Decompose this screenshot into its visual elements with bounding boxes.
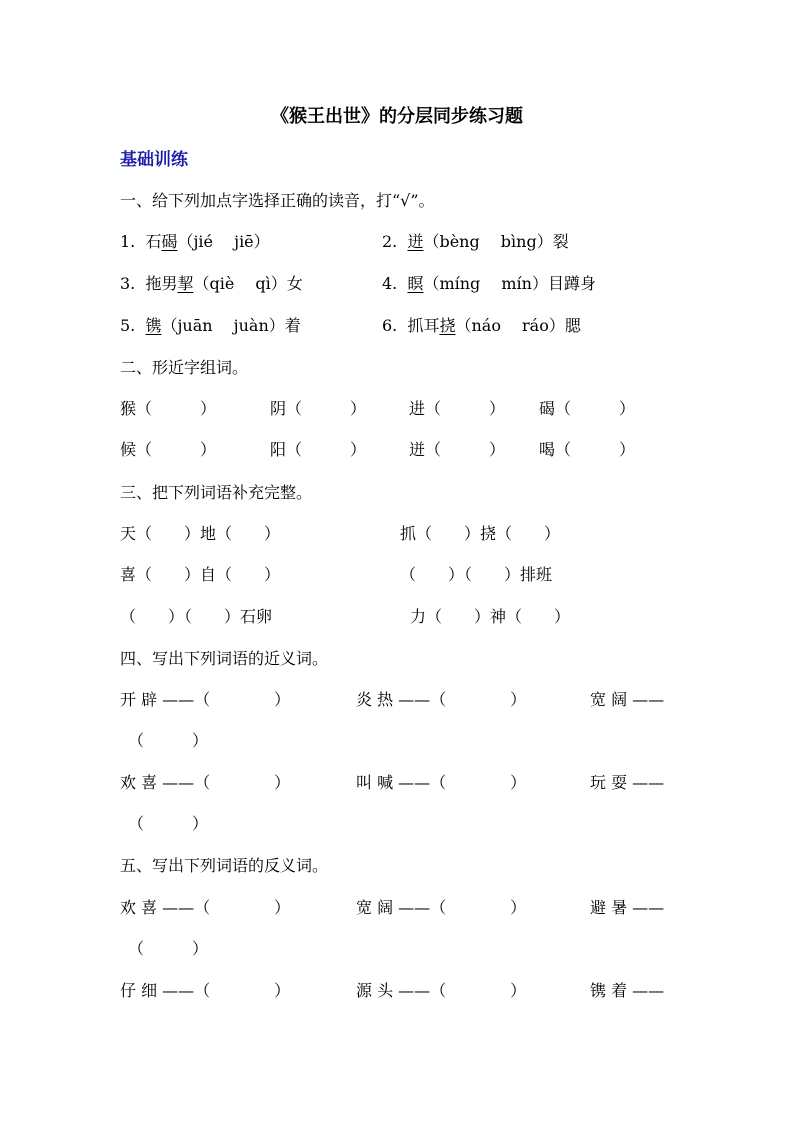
item-prefix: 抓耳 bbox=[407, 316, 440, 335]
q1-item-2 bbox=[382, 232, 569, 252]
item-number: 3. bbox=[120, 274, 136, 293]
q3-fill-phrase: 天（ ）地（ ） bbox=[120, 524, 281, 543]
q3-fill-phrase: （ ）（ ）排班 bbox=[400, 565, 553, 584]
q2-answer-slot: 阴（ ） bbox=[270, 399, 367, 418]
q2-answer-slot: 候（ ） bbox=[120, 440, 217, 459]
item-options: （jié jiē） bbox=[177, 232, 270, 251]
item-target-char: 镌 bbox=[145, 316, 162, 335]
q5-heading: 五、写出下列词语的反义词。 bbox=[120, 856, 329, 875]
q5-antonym-slot: 避 暑 —— bbox=[590, 898, 665, 917]
q1-item-5 bbox=[120, 316, 301, 336]
q1-item-6 bbox=[382, 316, 581, 336]
q4-synonym-slot: 开 辟 ——（ ） bbox=[120, 690, 291, 709]
q5-antonym-slot: 源 头 ——（ ） bbox=[356, 981, 527, 1000]
q1-heading: 一、给下列加点字选择正确的读音，打“√”。 bbox=[120, 191, 435, 210]
q2-answer-slot: 喝（ ） bbox=[539, 440, 636, 459]
q5-antonym-slot: 仔 细 ——（ ） bbox=[120, 981, 291, 1000]
q4-heading: 四、写出下列词语的近义词。 bbox=[120, 649, 329, 668]
q3-fill-phrase: （ ）（ ）石卵 bbox=[120, 607, 273, 626]
item-options: （qiè qì）女 bbox=[193, 274, 303, 293]
q4-synonym-slot: 叫 喊 ——（ ） bbox=[356, 773, 527, 792]
q1-item-4 bbox=[382, 274, 596, 294]
q2-answer-slot: 碣（ ） bbox=[539, 399, 636, 418]
q2-answer-slot: 阳（ ） bbox=[270, 440, 367, 459]
item-number: 1. bbox=[120, 232, 136, 251]
item-target-char: 迸 bbox=[407, 232, 424, 251]
q5-antonym-slot: 宽 阔 ——（ ） bbox=[356, 898, 527, 917]
q1-item-1 bbox=[120, 232, 270, 252]
item-number: 2. bbox=[382, 232, 398, 251]
q2-answer-slot: 进（ ） bbox=[409, 399, 506, 418]
item-options: （juān juàn）着 bbox=[161, 316, 301, 335]
item-target-char: 挈 bbox=[177, 274, 194, 293]
item-target-char: 碣 bbox=[161, 232, 178, 251]
item-options: （náo ráo）腮 bbox=[455, 316, 581, 335]
section-label: 基础训练 bbox=[120, 150, 188, 170]
q2-heading: 二、形近字组词。 bbox=[120, 358, 249, 377]
item-target-char: 瞑 bbox=[407, 274, 424, 293]
q3-fill-phrase: 抓（ ）挠（ ） bbox=[400, 524, 561, 543]
item-prefix: 石 bbox=[145, 232, 162, 251]
item-options: （míng mín）目蹲身 bbox=[423, 274, 596, 293]
q4-synonym-slot: 宽 阔 —— bbox=[590, 690, 665, 709]
q4-synonym-slot: 欢 喜 ——（ ） bbox=[120, 773, 291, 792]
q2-answer-slot: 猴（ ） bbox=[120, 399, 217, 418]
q2-answer-slot: 迸（ ） bbox=[409, 440, 506, 459]
item-number: 4. bbox=[382, 274, 398, 293]
q3-fill-phrase: 力（ ）神（ ） bbox=[410, 607, 571, 626]
item-prefix: 拖男 bbox=[145, 274, 178, 293]
item-options: （bèng bìng）裂 bbox=[423, 232, 569, 251]
q5-antonym-slot-cont: （ ） bbox=[128, 939, 209, 958]
item-number: 6. bbox=[382, 316, 398, 335]
q5-antonym-slot: 欢 喜 ——（ ） bbox=[120, 898, 291, 917]
q1-item-3 bbox=[120, 274, 303, 294]
q3-heading: 三、把下列词语补充完整。 bbox=[120, 483, 313, 502]
q3-fill-phrase: 喜（ ）自（ ） bbox=[120, 565, 281, 584]
q4-synonym-slot: 玩 耍 —— bbox=[590, 773, 665, 792]
q4-synonym-slot-cont: （ ） bbox=[128, 814, 209, 833]
q4-synonym-slot-cont: （ ） bbox=[128, 731, 209, 750]
q5-antonym-slot: 镌 着 —— bbox=[590, 981, 665, 1000]
item-number: 5. bbox=[120, 316, 136, 335]
page-title: 《猴王出世》的分层同步练习题 bbox=[271, 106, 523, 127]
item-target-char: 挠 bbox=[439, 316, 456, 335]
q4-synonym-slot: 炎 热 ——（ ） bbox=[356, 690, 527, 709]
